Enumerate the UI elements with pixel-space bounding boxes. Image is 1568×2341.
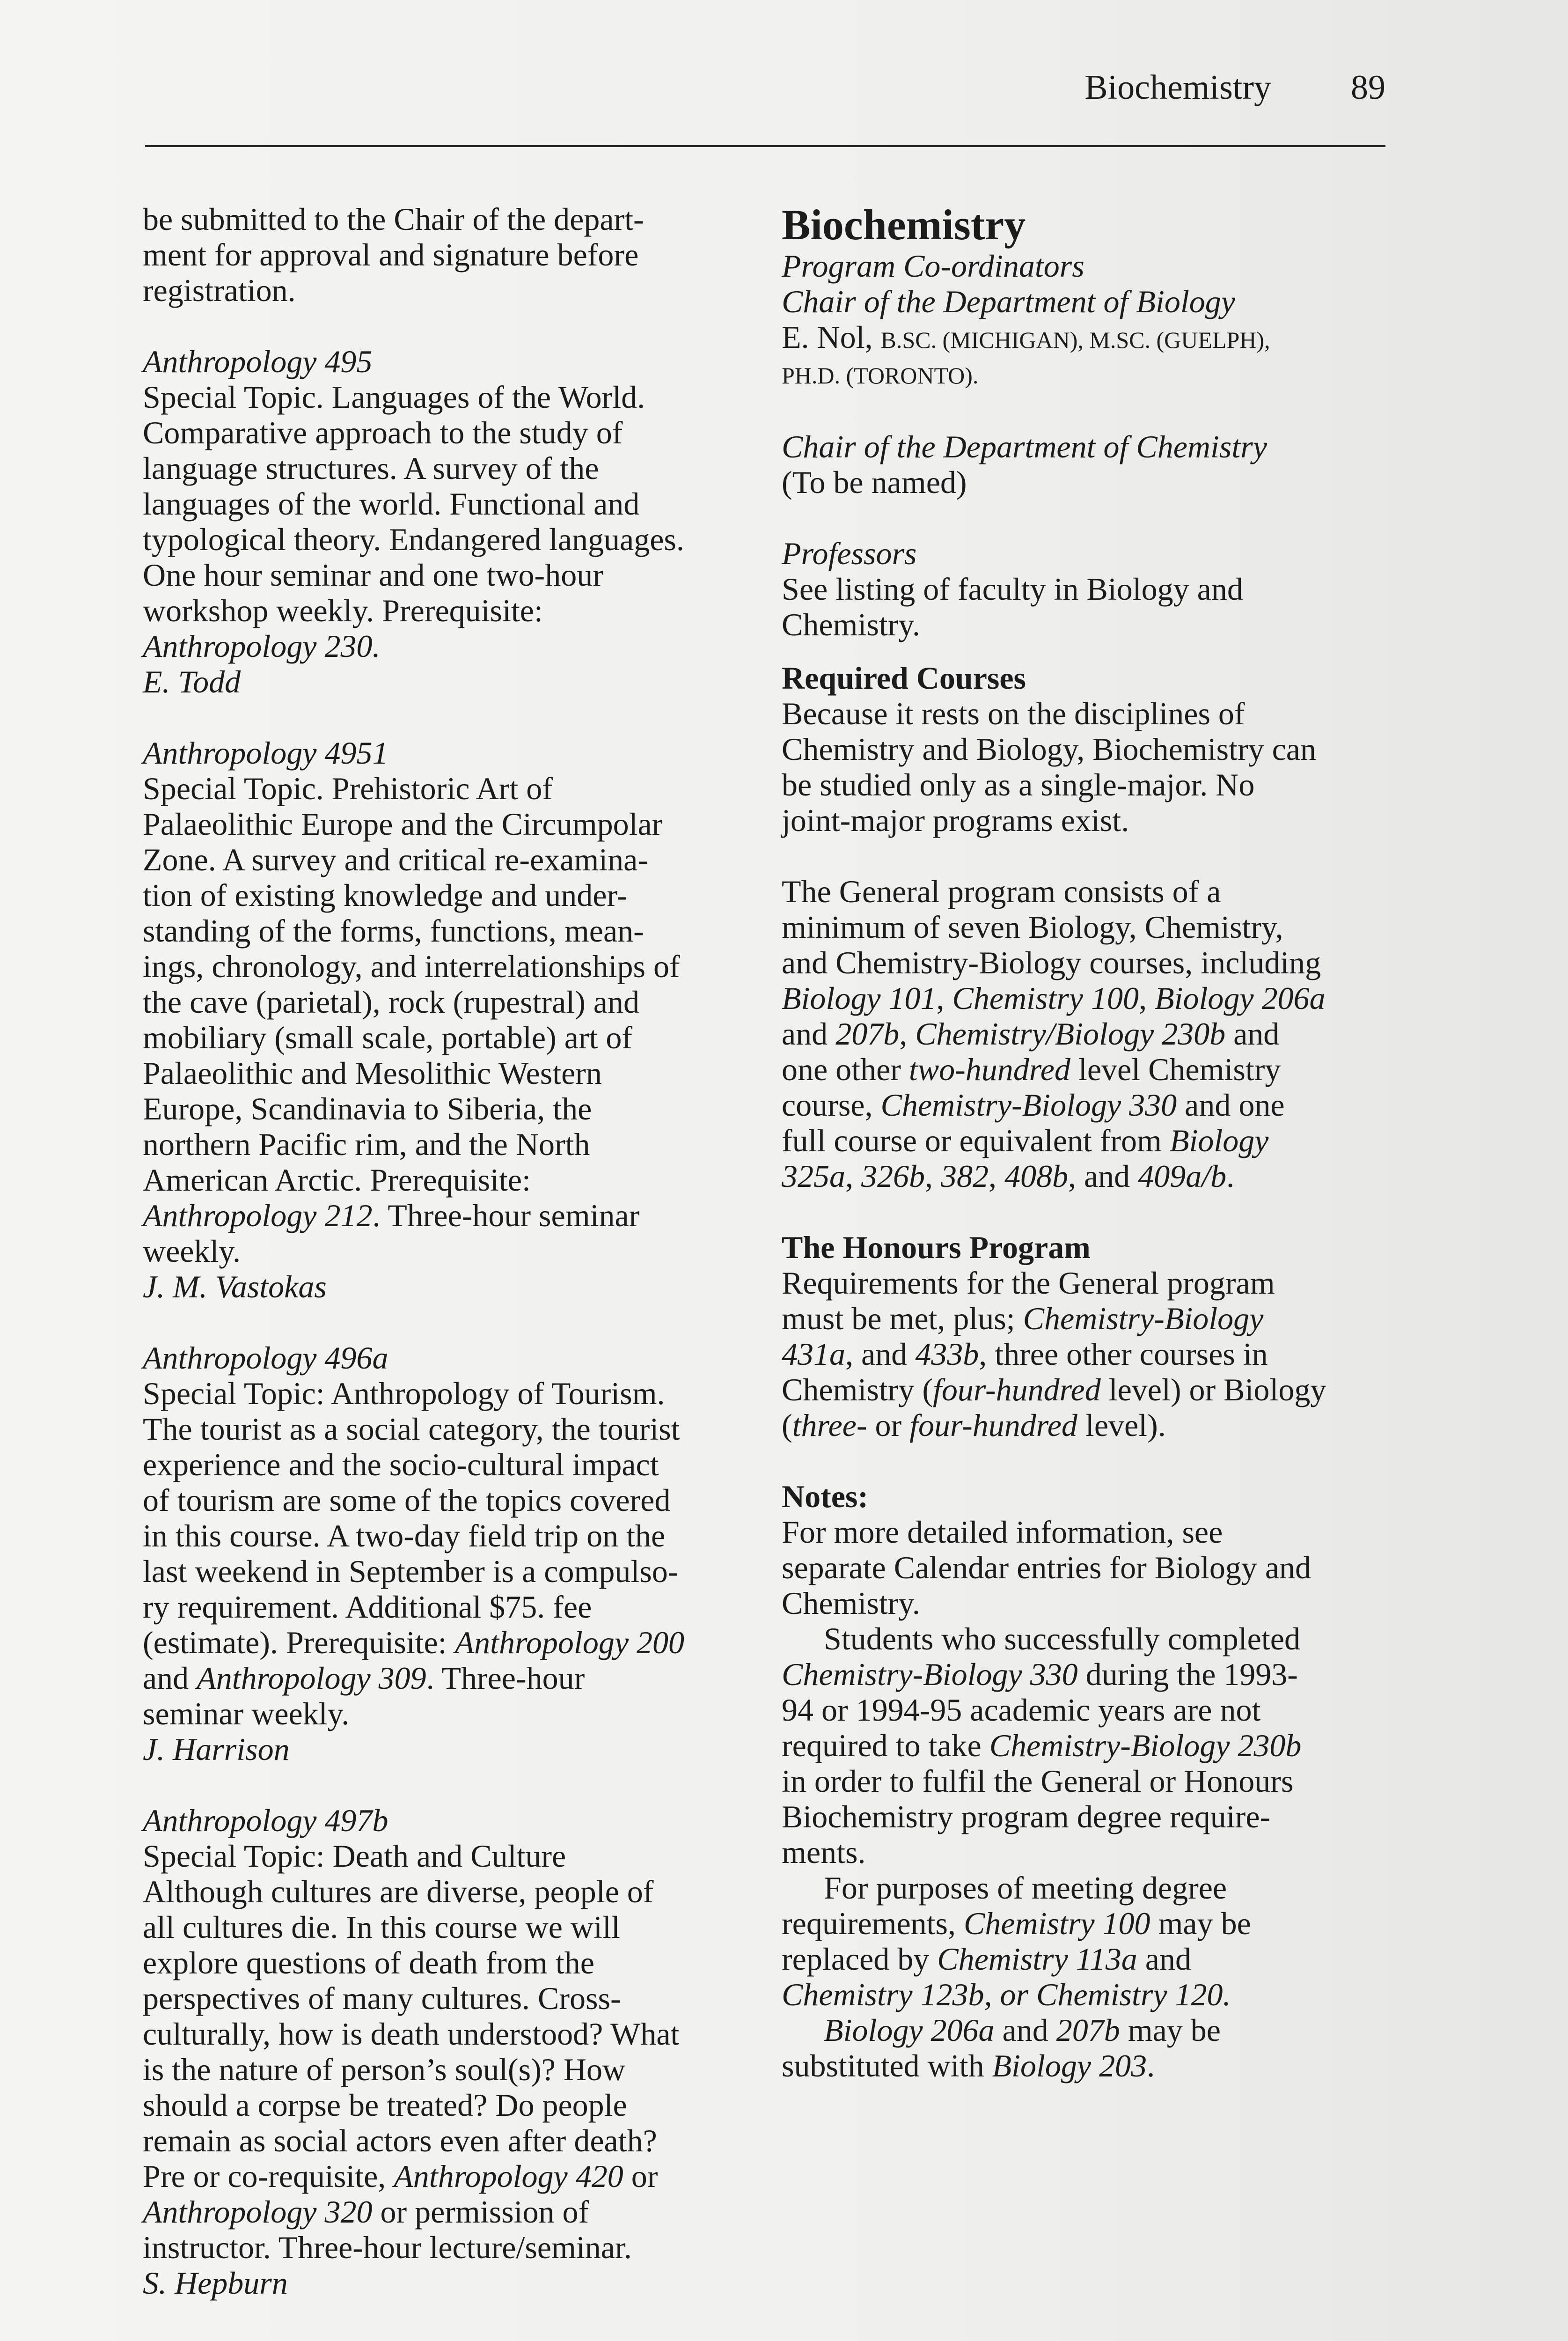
course-text: or	[623, 2158, 658, 2194]
course-ref: Biology 203	[992, 2048, 1147, 2083]
course-ref: Biology 206a	[1155, 980, 1326, 1016]
professors-label: Professors	[782, 536, 917, 571]
honours-line	[782, 1372, 1390, 1407]
honours-text: or	[867, 1407, 910, 1443]
notes-line	[782, 1941, 1390, 1977]
course-ref: Chemistry-Biology 330	[880, 1087, 1177, 1123]
course-line: American Arctic. Prerequisite:	[143, 1162, 531, 1198]
course-ref: 207b	[1056, 2012, 1120, 2048]
course-text: and	[143, 1660, 197, 1696]
running-head-section: Biochemistry	[1084, 68, 1271, 107]
notes-line: 94 or 1994-95 academic years are not	[782, 1692, 1261, 1728]
course-ref: Chemistry-Biology	[1023, 1301, 1264, 1336]
course-line: the cave (parietal), rock (rupestral) and	[143, 984, 639, 1020]
general-line: minimum of seven Biology, Chemistry,	[782, 909, 1283, 945]
general-text: ,	[899, 1016, 916, 1052]
notes-text: may be	[1150, 1906, 1251, 1941]
course-prereq: Anthropology 200	[454, 1625, 685, 1660]
general-text: full course or equivalent from	[782, 1123, 1170, 1158]
course-line: remain as social actors even after death?	[143, 2123, 657, 2158]
level-ref: four-hundred	[909, 1407, 1077, 1443]
header-rule	[145, 145, 1385, 147]
course-text: Pre or co-requisite,	[143, 2158, 394, 2194]
general-text: level Chemistry	[1070, 1052, 1281, 1087]
course-ref: 207b	[835, 1016, 900, 1052]
coordinator-degrees: B.SC. (MICHIGAN), M.SC. (GUELPH),	[880, 327, 1270, 353]
general-text: , and	[1068, 1158, 1138, 1194]
level-ref: four-hundred	[932, 1372, 1101, 1407]
chair-chemistry: Chair of the Department of Chemistry	[782, 429, 1267, 464]
general-text: course,	[782, 1087, 881, 1123]
honours-line	[782, 1301, 1390, 1336]
course-ref: Biology 101	[782, 980, 937, 1016]
notes-text: during the 1993-	[1077, 1656, 1298, 1692]
honours-line: Requirements for the General program	[782, 1265, 1275, 1301]
course-line: weekly.	[143, 1233, 241, 1269]
course-ref: 325a	[782, 1158, 845, 1194]
course-line	[143, 2194, 751, 2230]
course-ref: 431a	[782, 1336, 845, 1372]
course-line: Special Topic: Anthropology of Tourism.	[143, 1376, 665, 1411]
course-line: One hour seminar and one two-hour	[143, 557, 603, 593]
required-line: joint-major programs exist.	[782, 802, 1129, 838]
course-ref: 382	[941, 1158, 989, 1194]
notes-line: Biochemistry program degree require-	[782, 1799, 1271, 1834]
course-text: (estimate). Prerequisite:	[143, 1625, 455, 1660]
course-code: Anthropology 495	[143, 344, 373, 379]
course-line: last weekend in September is a compulso-	[143, 1553, 679, 1589]
course-ref: 433b	[915, 1336, 979, 1372]
general-text: ,	[925, 1158, 941, 1194]
intro-line: ment for approval and signature before	[143, 237, 639, 272]
notes-line: For more detailed information, see	[782, 1514, 1223, 1550]
page-number: 89	[1351, 68, 1385, 107]
professors-line: Chemistry.	[782, 607, 920, 642]
notes-text: substituted with	[782, 2048, 992, 2083]
course-line: experience and the socio-cultural impact	[143, 1447, 659, 1482]
notes-line	[782, 1906, 1390, 1941]
course-line: all cultures die. In this course we will	[143, 1909, 620, 1945]
general-line	[782, 1158, 1390, 1194]
course-line: culturally, how is death understood? What	[143, 2016, 680, 2052]
course-ref: Chemistry 100	[963, 1906, 1150, 1941]
level-ref: three-	[792, 1407, 867, 1443]
course-line: of tourism are some of the topics covered	[143, 1482, 671, 1518]
course-line: ings, chronology, and interrelationships of	[143, 949, 680, 984]
general-text: ,	[845, 1158, 861, 1194]
course-ref: Chemistry 100	[952, 980, 1139, 1016]
notes-line	[782, 1728, 1390, 1763]
course-line	[143, 2158, 751, 2194]
notes-text: replaced by	[782, 1941, 938, 1977]
course-prereq: Anthropology 420	[394, 2158, 623, 2194]
notes-line: Students who successfully completed	[824, 1621, 1300, 1656]
course-line: Special Topic. Languages of the World.	[143, 379, 645, 415]
general-line	[782, 1016, 1390, 1052]
intro-line: be submitted to the Chair of the depart-	[143, 201, 644, 237]
course-line: should a corpse be treated? Do people	[143, 2087, 627, 2123]
course-line: languages of the world. Functional and	[143, 486, 640, 522]
course-line	[143, 1198, 751, 1233]
coordinators-label: Program Co-ordinators	[782, 248, 1084, 284]
course-ref: two-hundred	[909, 1052, 1070, 1087]
course-line	[143, 1660, 751, 1696]
course-line: in this course. A two-day field trip on the	[143, 1518, 666, 1553]
notes-text: and	[1137, 1941, 1191, 1977]
course-line: perspectives of many cultures. Cross-	[143, 1980, 621, 2016]
honours-text: , and	[845, 1336, 916, 1372]
course-ref: 408b	[1004, 1158, 1068, 1194]
notes-line: separate Calendar entries for Biology and	[782, 1550, 1312, 1585]
course-line: Although cultures are diverse, people of	[143, 1874, 654, 1909]
course-instructor: J. M. Vastokas	[143, 1269, 327, 1304]
notes-text: may be	[1120, 2012, 1221, 2048]
required-line: be studied only as a single-major. No	[782, 767, 1255, 802]
general-line	[782, 1087, 1390, 1123]
course-line: explore questions of death from the	[143, 1945, 594, 1980]
running-head	[1084, 70, 1385, 105]
general-line	[782, 980, 1390, 1016]
general-line	[782, 1052, 1390, 1087]
notes-line: in order to fulfil the General or Honours	[782, 1763, 1294, 1799]
honours-heading: The Honours Program	[782, 1229, 1091, 1265]
honours-text: (	[782, 1407, 792, 1443]
course-line: seminar weekly.	[143, 1696, 350, 1731]
course-ref: 409a/b	[1138, 1158, 1227, 1194]
course-line: workshop weekly. Prerequisite:	[143, 593, 543, 628]
honours-text: must be met, plus;	[782, 1301, 1023, 1336]
general-text: ,	[936, 980, 953, 1016]
course-line: mobiliary (small scale, portable) art of	[143, 1020, 633, 1055]
notes-text: required to take	[782, 1728, 989, 1763]
professors-line: See listing of faculty in Biology and	[782, 571, 1243, 607]
course-ref: Biology 206a	[824, 2012, 995, 2048]
required-line: Because it rests on the disciplines of	[782, 696, 1245, 731]
course-line: language structures. A survey of the	[143, 450, 599, 486]
coordinator-name: E. Nol,	[782, 319, 881, 355]
notes-line	[782, 2012, 1390, 2048]
course-instructor: S. Hepburn	[143, 2265, 288, 2301]
course-code: Anthropology 4951	[143, 735, 388, 771]
honours-line	[782, 1407, 1390, 1443]
course-ref: 326b	[861, 1158, 925, 1194]
general-text: and	[1225, 1016, 1280, 1052]
course-text: . Three-hour	[426, 1660, 585, 1696]
chair-chemistry-name: (To be named)	[782, 464, 967, 500]
honours-text: level).	[1077, 1407, 1166, 1443]
course-line	[143, 1625, 751, 1660]
course-line: ry requirement. Additional $75. fee	[143, 1589, 592, 1625]
notes-line	[782, 1656, 1390, 1692]
notes-line: Chemistry 123b, or Chemistry 120.	[782, 1977, 1231, 2012]
coordinator-entry	[782, 319, 1390, 358]
section-title: Biochemistry	[782, 201, 1026, 249]
course-ref: Chemistry-Biology 330	[782, 1656, 1078, 1692]
notes-text: .	[1147, 2048, 1155, 2083]
general-text: one other	[782, 1052, 909, 1087]
course-prereq: Anthropology 309	[197, 1660, 426, 1696]
course-line: instructor. Three-hour lecture/seminar.	[143, 2230, 632, 2265]
chair-biology: Chair of the Department of Biology	[782, 284, 1235, 319]
honours-text: , three other courses in	[979, 1336, 1268, 1372]
required-line: Chemistry and Biology, Biochemistry can	[782, 731, 1316, 767]
course-line: Special Topic. Prehistoric Art of	[143, 771, 553, 806]
general-text: and one	[1177, 1087, 1285, 1123]
course-text: . Three-hour seminar	[372, 1198, 640, 1233]
honours-line	[782, 1336, 1390, 1372]
course-line: tion of existing knowledge and under-	[143, 877, 628, 913]
course-line: Europe, Scandinavia to Siberia, the	[143, 1091, 592, 1126]
course-line: typological theory. Endangered languages.	[143, 522, 684, 557]
general-text: and	[782, 1016, 836, 1052]
course-line: standing of the forms, functions, mean-	[143, 913, 644, 949]
course-line: The tourist as a social category, the tourist	[143, 1411, 680, 1447]
left-column	[143, 201, 751, 2301]
notes-line: Chemistry.	[782, 1585, 920, 1621]
course-line: Comparative approach to the study of	[143, 415, 623, 450]
course-line: Special Topic: Death and Culture	[143, 1838, 566, 1874]
course-code: Anthropology 496a	[143, 1340, 388, 1376]
course-line: Zone. A survey and critical re-examina-	[143, 842, 648, 877]
coordinator-degrees: PH.D. (TORONTO).	[782, 362, 979, 389]
course-line: Palaeolithic Europe and the Circumpolar	[143, 806, 663, 842]
course-ref: Biology	[1169, 1123, 1269, 1158]
general-text: ,	[989, 1158, 1004, 1194]
course-instructor: J. Harrison	[143, 1731, 290, 1767]
course-line: is the nature of person’s soul(s)? How	[143, 2052, 626, 2087]
notes-text: and	[994, 2012, 1056, 2048]
course-prereq: Anthropology 230.	[143, 628, 381, 664]
notes-text: requirements,	[782, 1906, 964, 1941]
general-line	[782, 1123, 1390, 1158]
course-line: Palaeolithic and Mesolithic Western	[143, 1055, 602, 1091]
honours-text: level) or Biology	[1100, 1372, 1326, 1407]
required-courses-heading: Required Courses	[782, 660, 1026, 696]
notes-heading: Notes:	[782, 1479, 869, 1514]
course-line: northern Pacific rim, and the North	[143, 1126, 590, 1162]
course-code: Anthropology 497b	[143, 1803, 388, 1838]
notes-line: ments.	[782, 1834, 866, 1870]
right-column	[782, 201, 1390, 2083]
course-ref: Chemistry/Biology 230b	[915, 1016, 1226, 1052]
course-prereq: Anthropology 212	[143, 1198, 373, 1233]
notes-line: For purposes of meeting degree	[824, 1870, 1227, 1906]
notes-line	[782, 2048, 1390, 2083]
course-ref: Chemistry 113a	[937, 1941, 1137, 1977]
general-text: .	[1226, 1158, 1235, 1194]
general-line: and Chemistry-Biology courses, including	[782, 945, 1321, 980]
general-line: The General program consists of a	[782, 874, 1221, 909]
general-text: ,	[1139, 980, 1155, 1016]
course-prereq: Anthropology 320	[143, 2194, 373, 2230]
intro-line: registration.	[143, 272, 296, 308]
course-ref: Chemistry-Biology 230b	[989, 1728, 1302, 1763]
honours-text: Chemistry (	[782, 1372, 933, 1407]
course-text: or permission of	[372, 2194, 589, 2230]
course-instructor: E. Todd	[143, 664, 241, 699]
